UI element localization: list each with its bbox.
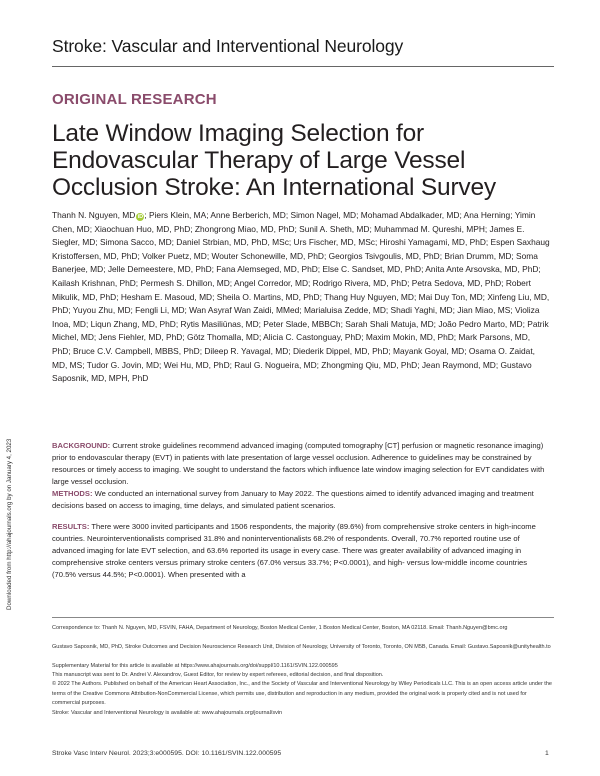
header-rule bbox=[52, 66, 554, 67]
methods-label: METHODS: bbox=[52, 489, 93, 498]
methods-text: We conducted an international survey from January to May 2022. The questions aimed to identify advanced imaging and treatment decisions based on access to imaging, time delays, and simulated patient scenarios. bbox=[52, 489, 534, 510]
page-number: 1 bbox=[545, 750, 549, 757]
manuscript-note: This manuscript was sent to Dr. Andrei V. Alexandrov, Guest Editor, for review by expert referees, editorial decision, and final disposition. bbox=[52, 672, 384, 678]
abstract-background bbox=[52, 440, 550, 488]
abstract-results bbox=[52, 521, 550, 581]
download-note: Downloaded from http://ahajournals.org by on January 4, 2023 bbox=[6, 438, 13, 610]
author-list bbox=[52, 209, 550, 386]
section-label: ORIGINAL RESEARCH bbox=[52, 91, 217, 108]
first-author: Thanh N. Nguyen, MD bbox=[52, 210, 136, 220]
results-text: There were 3000 invited participants and 1506 respondents, the majority (89.6%) from comprehensive stroke centers in high-income countries. Neurointerventionalists comprised 31.8% and noninterventionalists 68.2% of respondents. Overall, 70.7% reported routine use of advanced imaging for late EVT selection, and 63.6% reported its usage in every case. There was greater availability of advanced imaging in comprehensive stroke centers versus primary stroke centers (67.0% versus 33.7%; P<0.0001), and high- versus low-middle income countries (70.5% versus 44.5%; P<0.0001). When presented with a bbox=[52, 522, 536, 579]
footer-citation: Stroke Vasc Interv Neurol. 2023;3:e000595. DOI: 10.1161/SVIN.122.000595 bbox=[52, 750, 282, 757]
supplementary-note: Supplementary Material for this article is available at https://www.ahajournals.org/doi/suppl/10.1161/SVIN.122.000595 bbox=[52, 663, 338, 669]
orcid-icon[interactable]: iD bbox=[137, 214, 144, 220]
background-text: Current stroke guidelines recommend advanced imaging (computed tomography [CT] perfusion or magnetic resonance imaging) prior to endovascular therapy (EVT) in patients with late presentation of large vessel occlusion. Adherence to guidelines may be constrained by resources or timely access to imaging. We sought to understand the factors which influence late window imaging selection for EVT candidates with large vessel occlusion. bbox=[52, 441, 545, 486]
background-label: BACKGROUND: bbox=[52, 441, 111, 450]
copyright-text: © 2022 The Authors. Published on behalf of the American Heart Association, Inc., and the Society of Vascular and Interventional Neurology by Wiley Periodicals LLC. This is an open access article under the terms of the Creative Commons Attribution-NonCommercial License, which permits use, distribution and reproduction in any medium, provided the original work is properly cited and is not used for commercial purposes. bbox=[52, 681, 552, 706]
journal-title: Stroke: Vascular and Interventional Neurology bbox=[52, 36, 404, 56]
saposnik-note: Gustavo Saposnik, MD, PhD, Stroke Outcomes and Decision Neuroscience Research Unit, Division of Neurology, University of Toronto, Toronto, ON M5B, Canada. Email: Gustavo.Saposnik@unityhealth.to bbox=[52, 644, 551, 650]
remaining-authors: ; Piers Klein, MA; Anne Berberich, MD; Simon Nagel, MD; Mohamad Abdalkader, MD; Ana Herning; Yimin Chen, MD; Xiaochuan Huo, MD, PhD; Zhongrong Miao, MD, PhD; Sunil A. Sheth, MD; Muhammad M. Qureshi, MPH; James E. Siegler, MD; Simona Sacco, MD; Daniel Strbian, MD, PhD, MSc; Urs Fischer, MD, MSc; Hiroshi Yamagami, MD, PhD; Espen Saxhaug Kristoffersen, MD, PhD; Volker Puetz, MD; Wouter Schonewille, MD, PhD; Georgios Tsivgoulis, MD, PhD; Brian Drumm, MD; Soma Banerjee, MD; Jelle Demeestere, MD, PhD; Fana Alemseged, MD, PhD; Else C. Sandset, MD, PhD; Anita Ante Arsovska, MD, PhD; Kailash Krishnan, PhD; Permesh S. Dhillon, MD; Angel Corredor, MD; Rodrigo Rivera, MD, PhD; Petra Sedova, MD, PhD; Robert Mikulik, MD, PhD; Hesham E. Masoud, MD; Sheila O. Martins, MD, PhD; Thang Huy Nguyen, MD; Mai Duy Ton, MD; Xinfeng Liu, MD, PhD; Yuyou Zhu, MD; Fengli Li, MD; Wan Asyraf Wan Zaidi, MMed; Marialuisa Zedde, MD; Shadi Yaghi, MD; Jian Miao, MS; Violiza Inoa, MD; Liqun Zhang, MD, PhD; Rytis Masiliūnas, MD; Peter Slade, MBBCh; Sarah Shali Matuja, MD; João Pedro Marto, MD; Patrik Michel, MD; Jens Fiehler, MD, PhD; Götz Thomalla, MD; Alicia C. Castonguay, PhD; Maxim Mokin, MD, PhD; Mark Parsons, MD, PhD; Bruce C.V. Campbell, MBBS, PhD; Dileep R. Yavagal, MD; Diederik Dippel, MD, PhD; Mayank Goyal, MD; Osama O. Zaidat, MD, MS; Tudor G. Jovin, MD; Wei Hu, MD, PhD; Raul G. Nogueira, MD; Zhongming Qiu, MD, PhD; Jean Raymond, MD; Gustavo Saposnik, MD, MPH, PhD bbox=[52, 210, 550, 384]
correspondence-note: Correspondence to: Thanh N. Nguyen, MD, FSVIN, FAHA, Department of Neurology, Boston Medical Center, 1 Boston Medical Center, Boston, MA 02118. Email: Thanh.Nguyen@bmc.org bbox=[52, 625, 508, 631]
journal-availability-note: Stroke: Vascular and Interventional Neurology is available at: www.ahajournals.org/journal/svin bbox=[52, 709, 283, 716]
abstract-methods bbox=[52, 488, 550, 512]
results-label: RESULTS: bbox=[52, 522, 90, 531]
article-title: Late Window Imaging Selection for Endovascular Therapy of Large Vessel Occlusion Stroke: An International Survey bbox=[52, 120, 496, 201]
copyright-note bbox=[52, 680, 552, 718]
footnote-rule bbox=[52, 617, 554, 618]
